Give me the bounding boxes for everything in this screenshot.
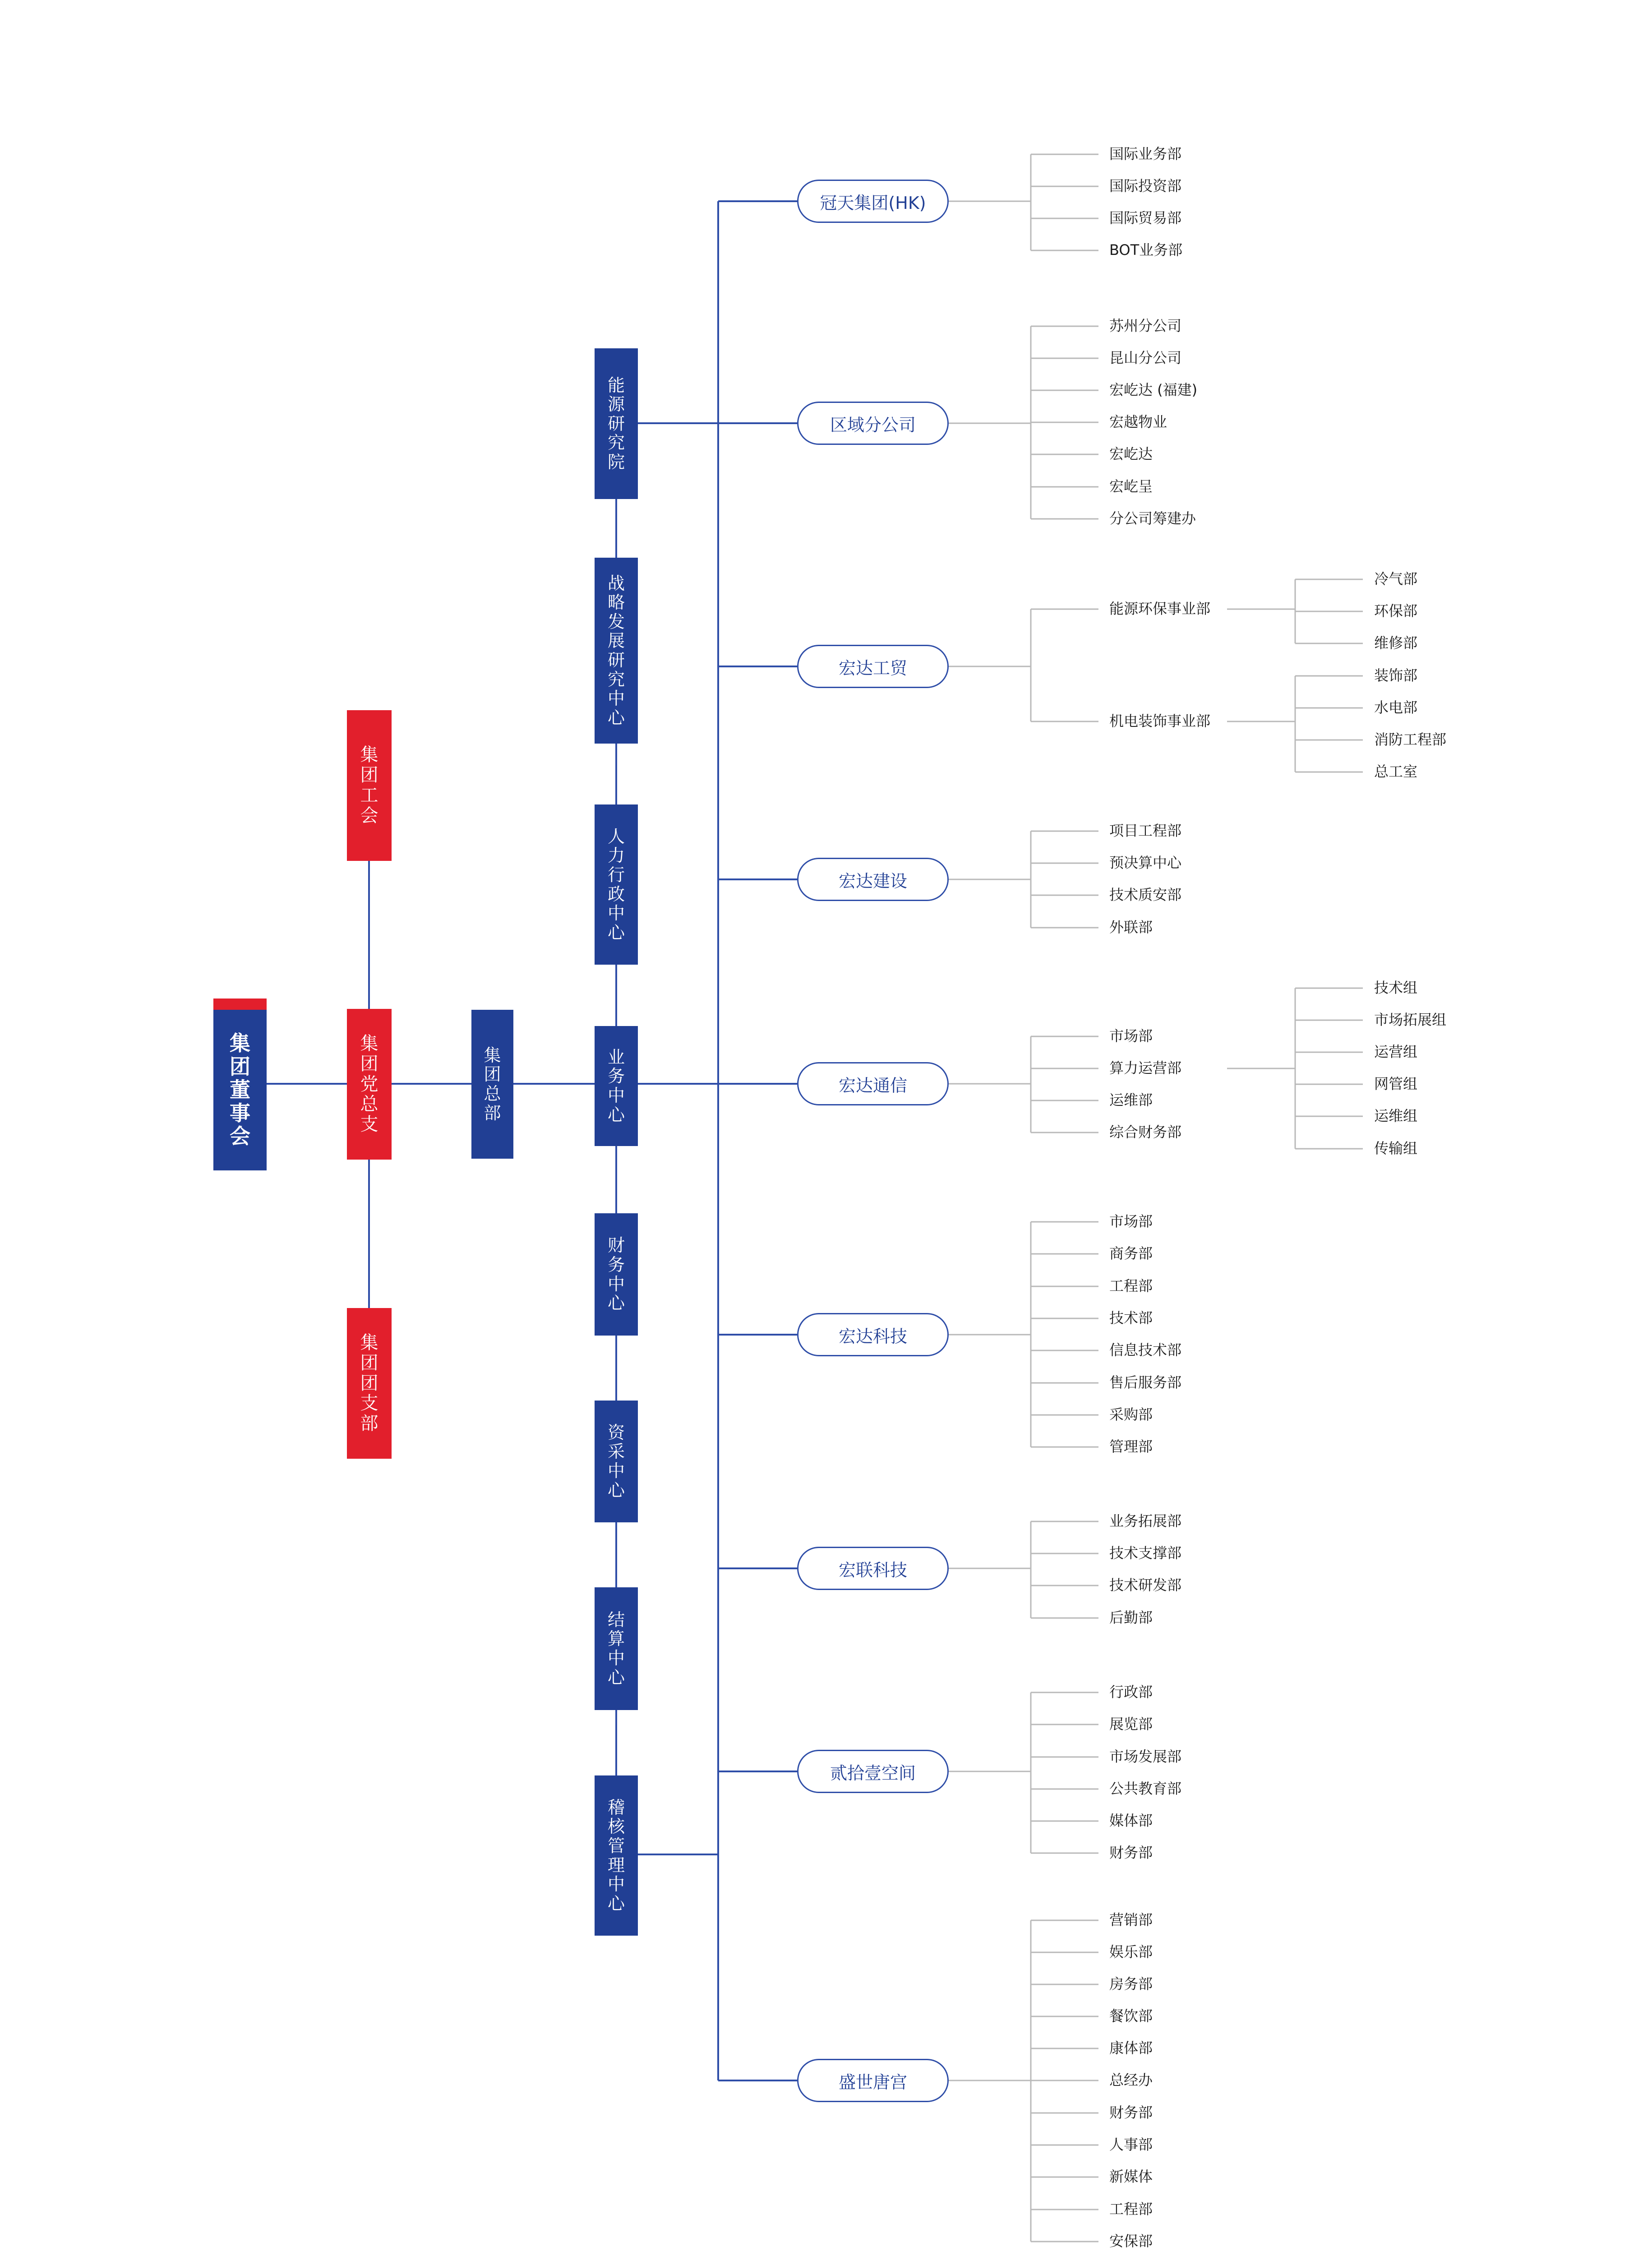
dept-label[interactable]: 安保部 [1109, 2233, 1153, 2250]
union-box[interactable]: 集 团 工 会 [347, 710, 392, 861]
dept-label[interactable]: 外联部 [1109, 919, 1153, 936]
party-branch-box[interactable]: 集 团 党 总 支 [347, 1009, 392, 1160]
dept-label[interactable]: 信息技术部 [1109, 1341, 1182, 1359]
dept-label[interactable]: 业务拓展部 [1109, 1512, 1182, 1530]
sub-dept-label[interactable]: 维修部 [1374, 634, 1418, 652]
center-box-2[interactable]: 战 略 发 展 研 究 中 心 [595, 558, 638, 744]
board-accent-stripe [213, 999, 267, 1010]
board-box[interactable]: 集 团 董 事 会 [213, 1010, 267, 1170]
dept-label[interactable]: 展览部 [1109, 1715, 1153, 1733]
dept-label[interactable]: 财务部 [1109, 2104, 1153, 2121]
dept-label[interactable]: 康体部 [1109, 2039, 1153, 2057]
dept-label[interactable]: 市场发展部 [1109, 1748, 1182, 1765]
sub-dept-label[interactable]: 装饰部 [1374, 667, 1418, 684]
dept-label[interactable]: 售后服务部 [1109, 1374, 1182, 1391]
sub-dept-label[interactable]: 水电部 [1374, 699, 1418, 716]
dept-label[interactable]: 商务部 [1109, 1245, 1153, 1262]
dept-label[interactable]: 算力运营部 [1109, 1059, 1182, 1077]
sub-dept-label[interactable]: 运维组 [1374, 1107, 1418, 1124]
sub-dept-label[interactable]: 总工室 [1374, 763, 1418, 780]
dept-label[interactable]: 国际贸易部 [1109, 209, 1182, 227]
dept-label[interactable]: 技术质安部 [1109, 886, 1182, 903]
dept-label[interactable]: 分公司筹建办 [1109, 510, 1196, 527]
dept-label[interactable]: 技术部 [1109, 1309, 1153, 1327]
sub-dept-label[interactable]: 运营组 [1374, 1043, 1418, 1060]
dept-label[interactable]: 宏屹达 (福建) [1109, 381, 1198, 398]
dept-label[interactable]: 餐饮部 [1109, 2007, 1153, 2025]
dept-label[interactable]: BOT业务部 [1109, 241, 1183, 259]
dept-label[interactable]: 技术研发部 [1109, 1576, 1182, 1594]
sub-dept-label[interactable]: 冷气部 [1374, 570, 1418, 587]
dept-label[interactable]: 国际业务部 [1109, 145, 1182, 162]
dept-label[interactable]: 昆山分公司 [1109, 349, 1182, 366]
dept-label[interactable]: 工程部 [1109, 1277, 1153, 1294]
company-pill-7[interactable]: 宏联科技 [797, 1547, 949, 1590]
company-pill-4[interactable]: 宏达建设 [797, 858, 949, 901]
dept-label[interactable]: 管理部 [1109, 1438, 1153, 1455]
sub-dept-label[interactable]: 环保部 [1374, 602, 1418, 619]
dept-label[interactable]: 宏屹呈 [1109, 478, 1153, 495]
dept-label[interactable]: 工程部 [1109, 2201, 1153, 2218]
dept-label[interactable]: 媒体部 [1109, 1812, 1153, 1829]
company-pill-1[interactable]: 冠天集团(HK) [797, 180, 949, 223]
company-pill-5[interactable]: 宏达通信 [797, 1062, 949, 1105]
dept-label[interactable]: 人事部 [1109, 2136, 1153, 2153]
dept-label[interactable]: 国际投资部 [1109, 177, 1182, 194]
sub-dept-label[interactable]: 市场拓展组 [1374, 1011, 1447, 1028]
center-box-5[interactable]: 财 务 中 心 [595, 1213, 638, 1336]
center-box-8[interactable]: 稽 核 管 理 中 心 [595, 1775, 638, 1936]
company-pill-8[interactable]: 贰拾壹空间 [797, 1750, 949, 1793]
dept-label[interactable]: 财务部 [1109, 1844, 1153, 1861]
center-box-1[interactable]: 能 源 研 究 院 [595, 348, 638, 499]
dept-label[interactable]: 技术支撑部 [1109, 1544, 1182, 1562]
dept-label[interactable]: 总经办 [1109, 2071, 1153, 2089]
dept-label[interactable]: 娱乐部 [1109, 1943, 1153, 1960]
company-pill-3[interactable]: 宏达工贸 [797, 645, 949, 688]
dept-label[interactable]: 能源环保事业部 [1109, 600, 1211, 617]
dept-label[interactable]: 市场部 [1109, 1213, 1153, 1230]
sub-dept-label[interactable]: 传输组 [1374, 1140, 1418, 1157]
dept-label[interactable]: 新媒体 [1109, 2168, 1153, 2185]
youth-league-box[interactable]: 集 团 团 支 部 [347, 1308, 392, 1459]
center-box-3[interactable]: 人 力 行 政 中 心 [595, 804, 638, 965]
dept-label[interactable]: 行政部 [1109, 1683, 1153, 1701]
center-box-6[interactable]: 资 采 中 心 [595, 1401, 638, 1522]
dept-label[interactable]: 公共教育部 [1109, 1780, 1182, 1797]
sub-dept-label[interactable]: 技术组 [1374, 979, 1418, 996]
dept-label[interactable]: 运维部 [1109, 1091, 1153, 1109]
center-box-4[interactable]: 业 务 中 心 [595, 1026, 638, 1146]
dept-label[interactable]: 市场部 [1109, 1027, 1153, 1045]
hq-box[interactable]: 集 团 总 部 [471, 1010, 513, 1159]
dept-label[interactable]: 宏越物业 [1109, 413, 1167, 430]
company-pill-9[interactable]: 盛世唐宫 [797, 2059, 949, 2102]
company-pill-6[interactable]: 宏达科技 [797, 1313, 949, 1356]
dept-label[interactable]: 综合财务部 [1109, 1123, 1182, 1141]
center-box-7[interactable]: 结 算 中 心 [595, 1587, 638, 1710]
dept-label[interactable]: 采购部 [1109, 1406, 1153, 1423]
dept-label[interactable]: 房务部 [1109, 1975, 1153, 1992]
dept-label[interactable]: 苏州分公司 [1109, 317, 1182, 334]
dept-label[interactable]: 营销部 [1109, 1911, 1153, 1928]
company-pill-2[interactable]: 区域分公司 [797, 402, 949, 445]
dept-label[interactable]: 项目工程部 [1109, 822, 1182, 839]
sub-dept-label[interactable]: 消防工程部 [1374, 731, 1447, 748]
dept-label[interactable]: 宏屹达 [1109, 445, 1153, 462]
dept-label[interactable]: 机电装饰事业部 [1109, 712, 1211, 730]
dept-label[interactable]: 后勤部 [1109, 1609, 1153, 1626]
sub-dept-label[interactable]: 网管组 [1374, 1075, 1418, 1092]
dept-label[interactable]: 预决算中心 [1109, 854, 1182, 871]
